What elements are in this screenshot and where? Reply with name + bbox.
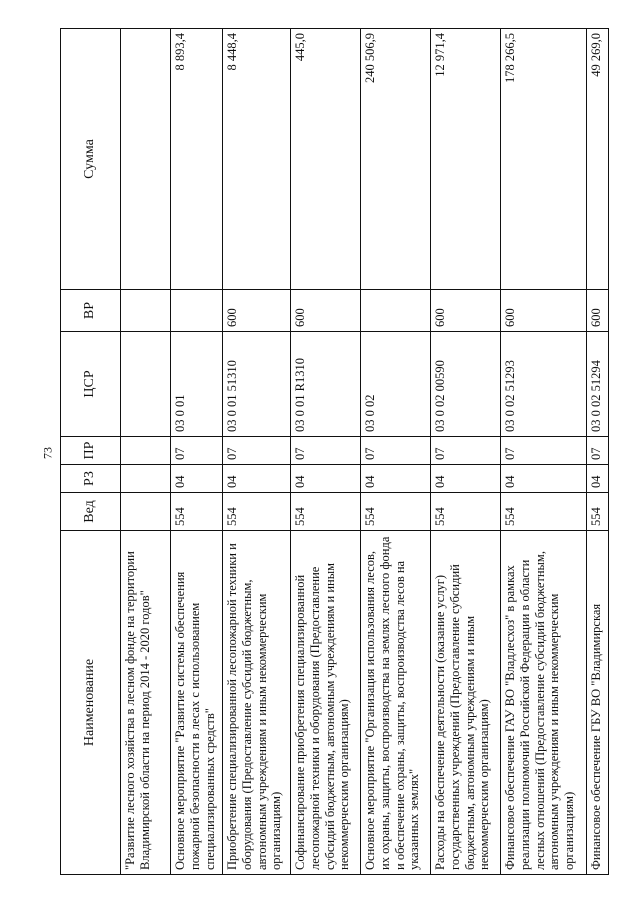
cell-vr: 600 <box>501 290 587 332</box>
cell-sum: 8 448,4 <box>223 29 291 290</box>
cell-pr: 07 <box>361 437 431 465</box>
cell-pr: 07 <box>223 437 291 465</box>
table-row <box>223 29 291 875</box>
header-sum: Сумма <box>61 29 121 290</box>
cell-vr <box>121 290 171 332</box>
header-vr: ВР <box>61 290 121 332</box>
cell-name: Основное мероприятие "Организация использования лесов, их охраны, защиты, воспроизводства на землях лесного фонда и обеспечение охраны, защиты, воспроизводства лесов на указанных землях" <box>361 531 431 875</box>
rotated-table-wrapper <box>60 29 603 875</box>
cell-rz: 04 <box>431 465 501 493</box>
cell-ved: 554 <box>361 493 431 531</box>
cell-pr: 07 <box>501 437 587 465</box>
cell-vr <box>171 290 223 332</box>
cell-name: Приобретение специализированной лесопожарной техники и оборудования (Предоставление субсидий бюджетным, автономным учреждениям и иным некоммерческим организациям) <box>223 531 291 875</box>
header-csr: ЦСР <box>61 332 121 437</box>
cell-ved <box>121 493 171 531</box>
cell-vr <box>361 290 431 332</box>
table-row <box>361 29 431 875</box>
table-row <box>431 29 501 875</box>
cell-rz: 04 <box>501 465 587 493</box>
header-row <box>61 29 121 875</box>
table-row <box>587 29 609 875</box>
cell-ved: 554 <box>223 493 291 531</box>
cell-sum: 178 266,5 <box>501 29 587 290</box>
cell-sum: 240 506,9 <box>361 29 431 290</box>
cell-pr: 07 <box>291 437 361 465</box>
budget-table <box>60 28 609 875</box>
cell-vr: 600 <box>431 290 501 332</box>
cell-rz: 04 <box>223 465 291 493</box>
cell-sum: 12 971,4 <box>431 29 501 290</box>
cell-rz: 04 <box>361 465 431 493</box>
table-row <box>501 29 587 875</box>
cell-vr: 600 <box>291 290 361 332</box>
cell-rz: 04 <box>171 465 223 493</box>
table-row <box>171 29 223 875</box>
header-ved: Вед <box>61 493 121 531</box>
cell-csr: 03 0 02 <box>361 332 431 437</box>
cell-csr: 03 0 01 <box>171 332 223 437</box>
table-row <box>121 29 171 875</box>
cell-ved: 554 <box>291 493 361 531</box>
cell-csr: 03 0 02 00590 <box>431 332 501 437</box>
cell-rz <box>121 465 171 493</box>
cell-name: "Развитие лесного хозяйства в лесном фонде на территории Владимирской области на период 2014 - 2020 годов" <box>121 531 171 875</box>
cell-sum: 8 893,4 <box>171 29 223 290</box>
header-pr: ПР <box>61 437 121 465</box>
cell-sum: 445,0 <box>291 29 361 290</box>
cell-rz: 04 <box>291 465 361 493</box>
cell-ved: 554 <box>587 493 609 531</box>
cell-csr: 03 0 02 51294 <box>587 332 609 437</box>
cell-pr: 07 <box>431 437 501 465</box>
cell-rz: 04 <box>587 465 609 493</box>
cell-pr: 07 <box>171 437 223 465</box>
cell-ved: 554 <box>171 493 223 531</box>
cell-name: Финансовое обеспечение ГБУ ВО "Владимирская <box>587 531 609 875</box>
cell-ved: 554 <box>431 493 501 531</box>
cell-sum <box>121 29 171 290</box>
cell-csr: 03 0 01 51310 <box>223 332 291 437</box>
cell-ved: 554 <box>501 493 587 531</box>
cell-vr: 600 <box>223 290 291 332</box>
cell-csr <box>121 332 171 437</box>
cell-sum: 49 269,0 <box>587 29 609 290</box>
cell-pr <box>121 437 171 465</box>
cell-csr: 03 0 02 51293 <box>501 332 587 437</box>
header-name: Наименование <box>61 531 121 875</box>
cell-csr: 03 0 01 R1310 <box>291 332 361 437</box>
header-rz: РЗ <box>61 465 121 493</box>
cell-pr: 07 <box>587 437 609 465</box>
cell-name: Расходы на обеспечение деятельности (оказание услуг) государственных учреждений (Предоставление субсидий бюджетным, автономным учреждениям и иным некоммерческим организациям) <box>431 531 501 875</box>
cell-name: Финансовое обеспечение ГАУ ВО "Владлесхоз" в рамках реализации полномочий Российской Федерации в области лесных отношений (Предоставление субсидий бюджетным, автономным учреждениям и иным некоммерческим организациям) <box>501 531 587 875</box>
page-number: 73 <box>40 447 55 459</box>
cell-name: Софинансирование приобретения специализированной лесопожарной техники и оборудования (Предоставление субсидий бюджетным, автономным учреждениям и иным некоммерческим организациям) <box>291 531 361 875</box>
cell-name: Основное мероприятие "Развитие системы обеспечения пожарной безопасности в лесах с использованием специализированных средств" <box>171 531 223 875</box>
cell-vr: 600 <box>587 290 609 332</box>
table-row <box>291 29 361 875</box>
